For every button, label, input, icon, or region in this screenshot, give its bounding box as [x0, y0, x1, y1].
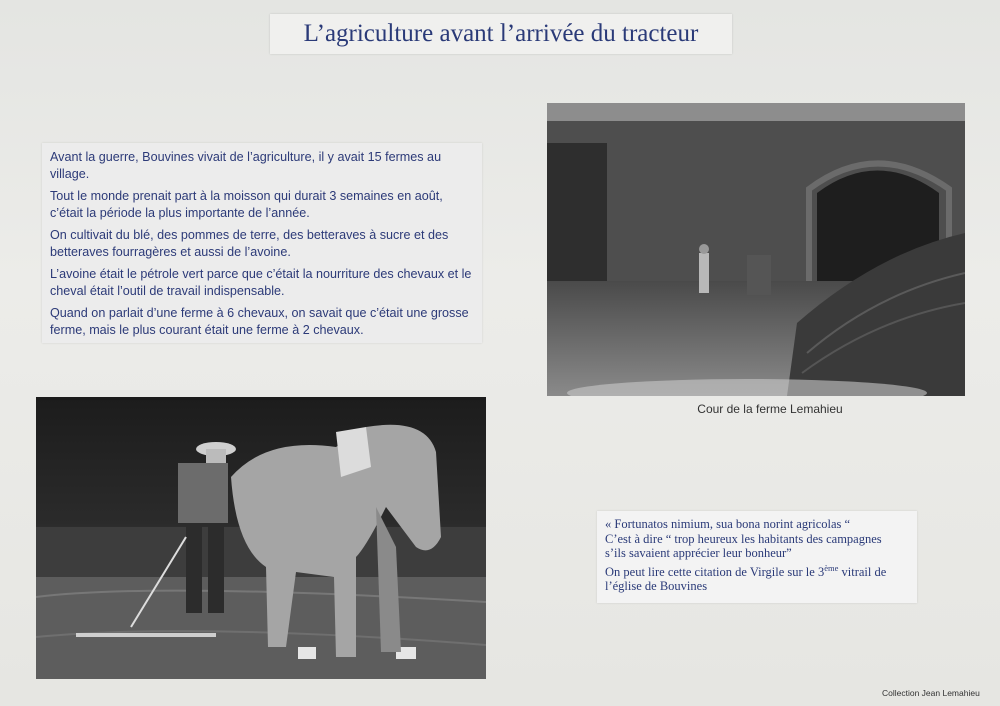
quote-source-text-b: vitrail de — [838, 564, 887, 579]
quote-source-text-a: On peut lire cette citation de Virgile sur le 3 — [605, 564, 825, 579]
quote-latin: « Fortunatos nimium, sua bona norint agricolas “ — [605, 517, 851, 531]
page-title: L’agriculture avant l’arrivée du tracteur — [303, 20, 699, 47]
paragraph-farms: Avant la guerre, Bouvines vivait de l’agriculture, il y avait 15 fermes au village. — [50, 150, 442, 181]
plough-horse-photo — [36, 397, 486, 679]
paragraph-horses: Quand on parlait d’une ferme à 6 chevaux, on savait que c’était une grosse ferme, mais le plus courant était une ferme à 2 chevaux. — [50, 306, 469, 337]
paragraph-harvest: Tout le monde prenait part à la moisson qui durait 3 semaines en août, c’était la période la plus importante de l’année. — [50, 189, 443, 220]
quote-source-superscript: ème — [824, 562, 839, 573]
quote-translation-line-1: C’est à dire “ trop heureux les habitants des campagnes — [605, 531, 882, 546]
intro-text-box — [42, 143, 482, 343]
collection-credit: Collection Jean Lemahieu — [882, 688, 980, 698]
paragraph-crops: On cultivait du blé, des pommes de terre, des betteraves à sucre et des betteraves fourragères et aussi de l’avoine. — [50, 228, 449, 259]
paragraph-oats: L’avoine était le pétrole vert parce que c’était la nourriture des chevaux et le cheval était l’outil de travail indispensable. — [50, 267, 472, 298]
quote-source-line-2: l’église de Bouvines — [605, 579, 708, 593]
virgil-quote-box — [597, 511, 917, 603]
quote-translation-line-2: s’ils savaient apprécier leur bonheur” — [605, 546, 792, 560]
quote-source-line-1 — [605, 561, 909, 580]
title-box — [270, 14, 732, 54]
farm-photo-caption: Cour de la ferme Lemahieu — [697, 402, 843, 416]
farm-courtyard-photo — [547, 103, 965, 396]
